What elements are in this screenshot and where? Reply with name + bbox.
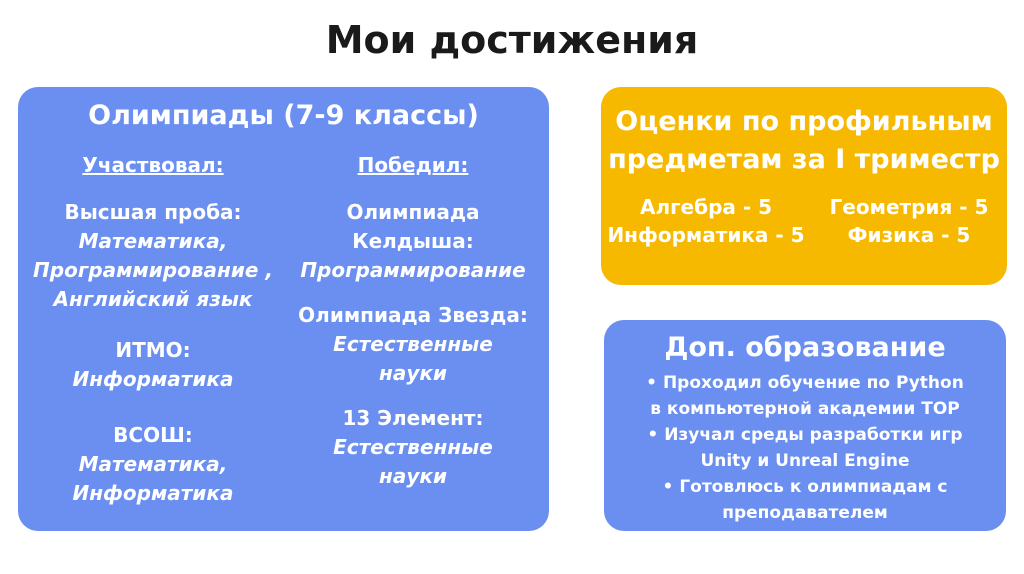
olympiads-card [18, 87, 549, 531]
list-item [28, 421, 278, 508]
grade-item: Геометрия - 5 [829, 195, 989, 219]
list-item [284, 404, 542, 491]
page-title: Мои достижения [325, 18, 699, 62]
won-heading: Победил: [357, 153, 469, 177]
list-item [284, 198, 542, 285]
participated-column [28, 151, 278, 534]
olympiad-name: Олимпиада Келдыша: [346, 200, 480, 253]
extra-education-title: Доп. образование [664, 332, 946, 363]
olympiad-name: ВСОШ: [113, 423, 193, 447]
grade-item: Алгебра - 5 [639, 195, 773, 219]
grade-item: Информатика - 5 [607, 223, 805, 247]
olympiad-subjects: Программирование [300, 258, 526, 282]
list-item [28, 336, 278, 394]
olympiad-subjects: Математика, Информатика [72, 452, 234, 505]
grade-item: Физика - 5 [847, 223, 971, 247]
list-item: • Изучал среды разработки игр Unity и Unreal Engine [647, 425, 963, 471]
olympiad-subjects: Информатика [72, 367, 234, 391]
olympiad-subjects: Математика, Программирование , Английский язык [33, 229, 273, 311]
extra-education-card [604, 320, 1006, 531]
won-column [284, 151, 542, 517]
olympiad-subjects: Естественные науки [333, 332, 493, 385]
olympiad-name: ИТМО: [115, 338, 191, 362]
olympiad-name: 13 Элемент: [342, 406, 484, 430]
extra-education-list [604, 370, 1006, 526]
olympiad-name: Олимпиада Звезда: [298, 303, 528, 327]
list-item: • Готовлюсь к олимпиадам с преподавателем [662, 477, 948, 523]
grades-card [601, 87, 1007, 285]
list-item: • Проходил обучение по Python в компьютерной академии TOP [646, 373, 964, 419]
olympiad-name: Высшая проба: [64, 200, 242, 224]
grades-grid [601, 193, 1007, 249]
list-item [28, 198, 278, 314]
participated-heading: Участвовал: [82, 153, 224, 177]
grades-title: Оценки по профильным предметам за I триместр [608, 106, 1000, 175]
olympiad-subjects: Естественные науки [333, 435, 493, 488]
olympiads-title: Олимпиады (7-9 классы) [88, 100, 479, 131]
list-item [284, 301, 542, 388]
